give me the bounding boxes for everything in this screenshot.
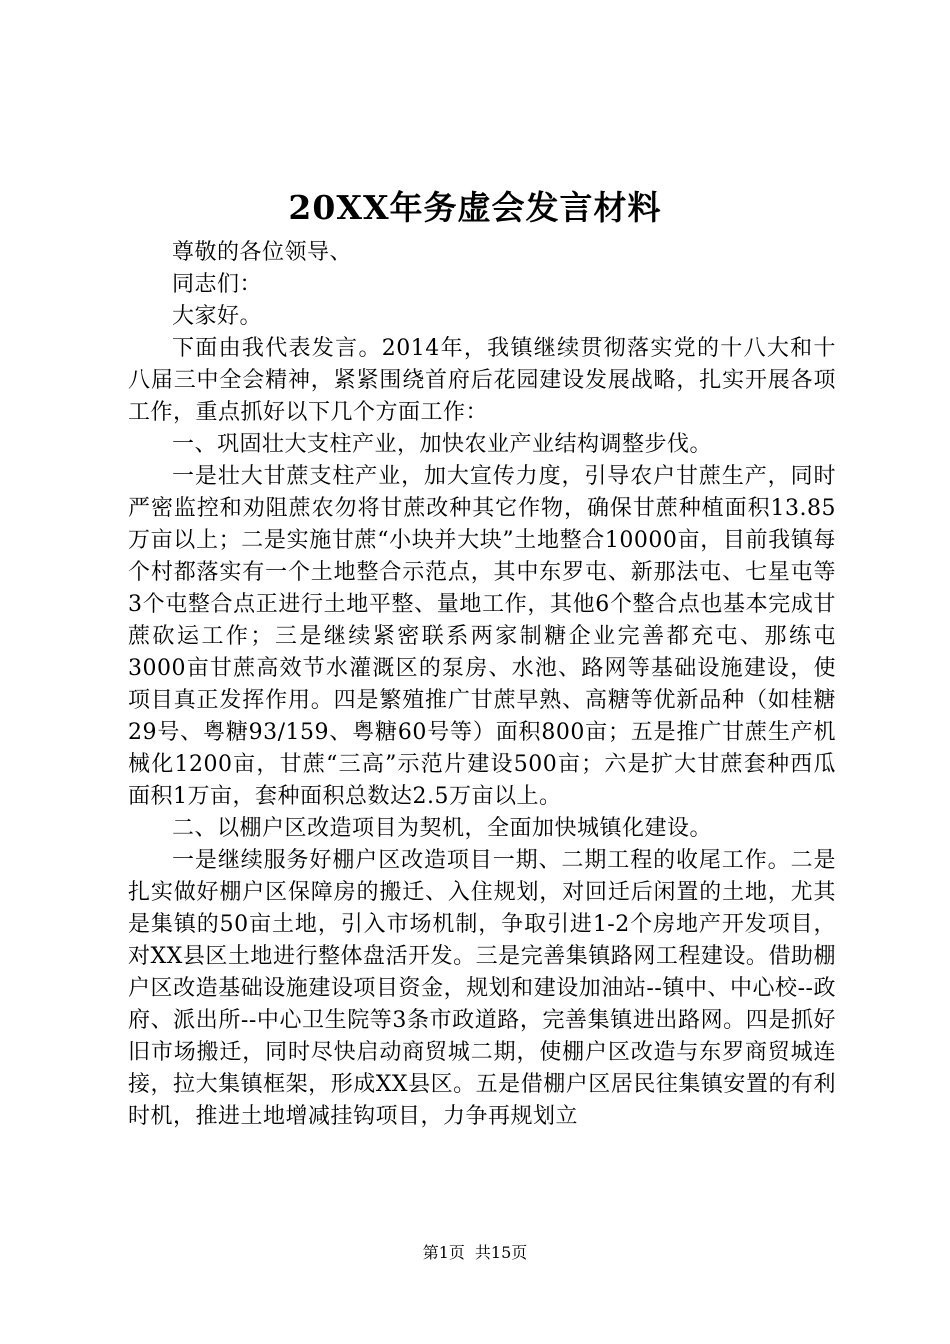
salutation-line-1: 尊敬的各位领导、 [172, 240, 353, 265]
section-body-2: 一是继续服务好棚户区改造项目一期、二期工程的收尾工作。二是扎实做好棚户区保障房的搬迁、入住规划，对回迁后闲置的土地，尤其是集镇的50亩土地，引入市场机制，争取引进1-2个房地产开发项目，对XX县区土地进行整体盘活开发。三是完善集镇路网工程建设。借助棚户区改造基础设施建设项目资金，规划和建设加油站--镇中、中心校--政府、派出所--中心卫生院等3条市政道路，完善集镇进出路网。四是抓好旧市场搬迁，同时尽快启动商贸城二期，使棚户区改造与东罗商贸城连接，拉大集镇框架，形成XX县区。五是借棚户区居民往集镇安置的有利时机，推进土地增减挂钩项目，力争再规划立 [128, 848, 836, 1129]
section-body-1: 一是壮大甘蔗支柱产业，加大宣传力度，引导农户甘蔗生产，同时严密监控和劝阻蔗农勿将甘蔗改种其它作物，确保甘蔗种植面积13.85万亩以上；二是实施甘蔗“小块并大块”土地整合10000亩，目前我镇每个村都落实有一个土地整合示范点，其中东罗屯、新那法屯、七星屯等3个屯整合点正进行土地平整、量地工作，其他6个整合点也基本完成甘蔗砍运工作；三是继续紧密联系两家制糖企业完善都充屯、那练屯3000亩甘蔗高效节水灌溉区的泵房、水池、路网等基础设施建设，使项目真正发挥作用。四是繁殖推广甘蔗早熟、高糖等优新品种（如桂糖29号、粤糖93/159、粤糖60号等）面积800亩；五是推广甘蔗生产机械化1200亩，甘蔗“三高”示范片建设500亩；六是扩大甘蔗套种西瓜面积1万亩，套种面积总数达2.5万亩以上。 [128, 464, 836, 809]
document-title: 20XX年务虚会发言材料 [288, 188, 662, 227]
page-total: 共15页 [474, 1243, 528, 1262]
page-number: 第1页 [422, 1243, 465, 1262]
section-heading-2: 二、以棚户区改造项目为契机，全面加快城镇化建设。 [172, 816, 713, 841]
salutation-line-2: 同志们： [172, 272, 263, 297]
intro-paragraph: 下面由我代表发言。2014年，我镇继续贯彻落实党的十八大和十八届三中全会精神，紧紧围绕首府后花园建设发展战略，扎实开展各项工作，重点抓好以下几个方面工作： [128, 336, 836, 425]
section-heading-1: 一、巩固壮大支柱产业，加快农业产业结构调整步伐。 [172, 432, 713, 457]
greeting: 大家好。 [172, 304, 263, 329]
document-body [128, 237, 836, 1133]
page-footer [0, 1242, 950, 1264]
